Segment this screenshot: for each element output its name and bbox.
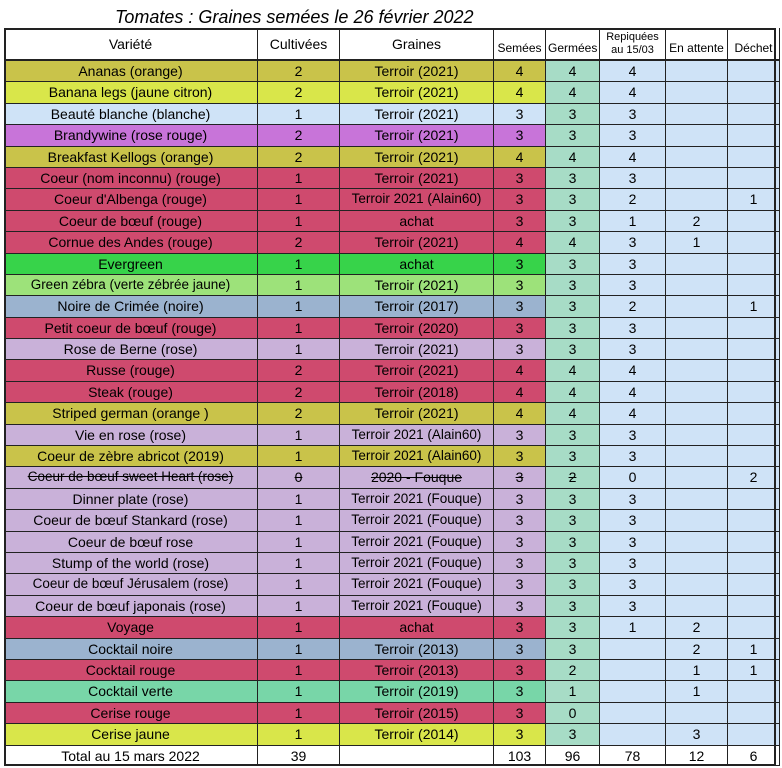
table-cell-germees[interactable]: 4 bbox=[546, 232, 600, 253]
table-cell-dechet[interactable] bbox=[728, 425, 780, 446]
table-cell-graines[interactable]: Terroir (2021) bbox=[340, 232, 494, 253]
table-cell-cultivees[interactable]: 1 bbox=[258, 596, 340, 617]
table-cell-dechet[interactable] bbox=[728, 703, 780, 724]
table-cell-cultivees[interactable]: 1 bbox=[258, 703, 340, 724]
table-cell-germees[interactable]: 3 bbox=[546, 510, 600, 531]
table-cell-dechet[interactable] bbox=[728, 360, 780, 381]
table-cell-cultivees[interactable]: 0 bbox=[258, 467, 340, 488]
table-cell-graines[interactable]: Terroir 2021 (Fouque) bbox=[340, 553, 494, 574]
table-cell-germees[interactable]: 1 bbox=[546, 681, 600, 702]
table-cell-dechet[interactable] bbox=[728, 318, 780, 339]
table-cell-dechet[interactable] bbox=[728, 724, 780, 745]
table-cell-graines[interactable]: Terroir (2021) bbox=[340, 125, 494, 146]
table-cell-cultivees[interactable]: 1 bbox=[258, 681, 340, 702]
table-cell-cultivees[interactable]: 1 bbox=[258, 574, 340, 595]
table-cell-cultivees[interactable]: 2 bbox=[258, 125, 340, 146]
table-cell-attente[interactable] bbox=[666, 254, 728, 275]
table-cell-repiquees[interactable]: 3 bbox=[600, 489, 666, 510]
table-cell-attente[interactable] bbox=[666, 574, 728, 595]
header-germees[interactable] bbox=[546, 28, 600, 61]
table-cell-variete[interactable]: Coeur de bœuf (rouge) bbox=[4, 211, 258, 232]
table-cell-cultivees[interactable]: 1 bbox=[258, 639, 340, 660]
table-cell-semees[interactable]: 3 bbox=[494, 125, 546, 146]
table-cell-repiquees[interactable]: 4 bbox=[600, 147, 666, 168]
table-cell-attente[interactable] bbox=[666, 446, 728, 467]
table-cell-semees[interactable]: 3 bbox=[494, 574, 546, 595]
table-cell-semees[interactable]: 3 bbox=[494, 596, 546, 617]
table-cell-graines[interactable]: Terroir 2021 (Alain60) bbox=[340, 425, 494, 446]
table-cell-cultivees[interactable]: 1 bbox=[258, 510, 340, 531]
table-cell-cultivees[interactable]: 2 bbox=[258, 61, 340, 82]
table-cell-graines[interactable]: Terroir (2021) bbox=[340, 339, 494, 360]
table-cell-germees[interactable]: 3 bbox=[546, 254, 600, 275]
header-dechet[interactable] bbox=[728, 28, 780, 61]
table-cell-semees[interactable]: 3 bbox=[494, 553, 546, 574]
table-cell-attente[interactable] bbox=[666, 296, 728, 317]
table-cell-semees[interactable]: 3 bbox=[494, 189, 546, 210]
table-cell-semees[interactable]: 3 bbox=[494, 489, 546, 510]
table-cell-semees[interactable]: 3 bbox=[494, 318, 546, 339]
table-cell-dechet[interactable] bbox=[728, 403, 780, 424]
table-cell-attente[interactable] bbox=[666, 382, 728, 403]
table-cell-repiquees[interactable] bbox=[600, 703, 666, 724]
table-cell-graines[interactable]: Terroir (2021) bbox=[340, 82, 494, 103]
table-cell-germees[interactable]: 3 bbox=[546, 339, 600, 360]
table-cell-cultivees[interactable]: 1 bbox=[258, 553, 340, 574]
table-cell-attente[interactable]: 1 bbox=[666, 660, 728, 681]
table-cell-attente[interactable]: 1 bbox=[666, 232, 728, 253]
table-cell-semees[interactable]: 3 bbox=[494, 339, 546, 360]
table-cell-germees[interactable]: 3 bbox=[546, 318, 600, 339]
total-cell-attente[interactable]: 12 bbox=[666, 746, 728, 766]
table-cell-dechet[interactable] bbox=[728, 489, 780, 510]
table-cell-graines[interactable]: Terroir (2019) bbox=[340, 681, 494, 702]
table-cell-germees[interactable]: 4 bbox=[546, 403, 600, 424]
table-cell-attente[interactable] bbox=[666, 125, 728, 146]
table-cell-variete[interactable]: Coeur de bœuf japonais (rose) bbox=[4, 596, 258, 617]
table-cell-germees[interactable]: 3 bbox=[546, 617, 600, 638]
table-cell-graines[interactable]: Terroir (2021) bbox=[340, 147, 494, 168]
table-cell-attente[interactable] bbox=[666, 596, 728, 617]
table-cell-attente[interactable]: 2 bbox=[666, 211, 728, 232]
table-cell-dechet[interactable]: 1 bbox=[728, 639, 780, 660]
table-cell-germees[interactable]: 3 bbox=[546, 104, 600, 125]
table-cell-variete[interactable]: Coeur de bœuf rose bbox=[4, 532, 258, 553]
table-cell-variete[interactable]: Vie en rose (rose) bbox=[4, 425, 258, 446]
table-cell-semees[interactable]: 3 bbox=[494, 296, 546, 317]
table-cell-attente[interactable] bbox=[666, 510, 728, 531]
header-dechet-label: Déchet bbox=[734, 41, 773, 55]
table-cell-attente[interactable] bbox=[666, 189, 728, 210]
header-variete[interactable]: Variété bbox=[4, 28, 258, 61]
table-cell-repiquees[interactable]: 3 bbox=[600, 339, 666, 360]
table-cell-graines[interactable]: Terroir (2013) bbox=[340, 660, 494, 681]
table-cell-attente[interactable] bbox=[666, 467, 728, 488]
table-cell-attente[interactable] bbox=[666, 168, 728, 189]
table-cell-attente[interactable] bbox=[666, 318, 728, 339]
table-cell-dechet[interactable] bbox=[728, 532, 780, 553]
table-cell-semees[interactable]: 3 bbox=[494, 681, 546, 702]
table-cell-repiquees[interactable]: 3 bbox=[600, 168, 666, 189]
table-cell-repiquees[interactable]: 3 bbox=[600, 232, 666, 253]
table-cell-semees[interactable]: 3 bbox=[494, 254, 546, 275]
table-cell-semees[interactable]: 4 bbox=[494, 232, 546, 253]
table-cell-variete[interactable]: Green zébra (verte zébrée jaune) bbox=[4, 275, 258, 296]
table-cell-repiquees[interactable]: 3 bbox=[600, 254, 666, 275]
table-cell-germees[interactable]: 3 bbox=[546, 489, 600, 510]
table-cell-repiquees[interactable]: 3 bbox=[600, 104, 666, 125]
table-cell-cultivees[interactable]: 1 bbox=[258, 275, 340, 296]
table-cell-attente[interactable] bbox=[666, 104, 728, 125]
table-cell-attente[interactable] bbox=[666, 425, 728, 446]
table-cell-semees[interactable]: 4 bbox=[494, 61, 546, 82]
table-cell-variete[interactable]: Coeur de bœuf Jérusalem (rose) bbox=[4, 574, 258, 595]
header-germees-label: Germées bbox=[548, 41, 598, 55]
table-cell-graines[interactable]: Terroir (2021) bbox=[340, 168, 494, 189]
table-cell-graines[interactable]: Terroir 2021 (Fouque) bbox=[340, 574, 494, 595]
table-cell-cultivees[interactable]: 1 bbox=[258, 425, 340, 446]
table-cell-germees[interactable]: 4 bbox=[546, 382, 600, 403]
table-cell-semees[interactable]: 4 bbox=[494, 403, 546, 424]
table-cell-cultivees[interactable]: 2 bbox=[258, 360, 340, 381]
header-repiquees[interactable] bbox=[600, 28, 666, 61]
header-attente[interactable] bbox=[666, 28, 728, 61]
table-cell-graines[interactable]: Terroir (2021) bbox=[340, 61, 494, 82]
table-cell-variete[interactable]: Rose de Berne (rose) bbox=[4, 339, 258, 360]
total-cell-semees[interactable]: 103 bbox=[494, 746, 546, 766]
table-cell-variete[interactable]: Dinner plate (rose) bbox=[4, 489, 258, 510]
header-semees-label: Semées bbox=[497, 41, 542, 55]
table-cell-attente[interactable] bbox=[666, 147, 728, 168]
table-cell-variete[interactable]: Cerise jaune bbox=[4, 724, 258, 745]
table-cell-germees[interactable]: 3 bbox=[546, 446, 600, 467]
table-cell-repiquees[interactable]: 4 bbox=[600, 82, 666, 103]
table-cell-graines[interactable]: Terroir (2015) bbox=[340, 703, 494, 724]
table-cell-cultivees[interactable]: 1 bbox=[258, 660, 340, 681]
table-cell-repiquees[interactable] bbox=[600, 724, 666, 745]
table-cell-attente[interactable]: 2 bbox=[666, 617, 728, 638]
table-cell-variete[interactable]: Petit coeur de bœuf (rouge) bbox=[4, 318, 258, 339]
table-cell-dechet[interactable] bbox=[728, 510, 780, 531]
table-cell-graines[interactable]: Terroir (2021) bbox=[340, 275, 494, 296]
table-cell-dechet[interactable] bbox=[728, 232, 780, 253]
table-cell-attente[interactable] bbox=[666, 532, 728, 553]
table-cell-semees[interactable]: 3 bbox=[494, 446, 546, 467]
table-cell-cultivees[interactable]: 1 bbox=[258, 104, 340, 125]
total-cell-graines[interactable] bbox=[340, 746, 494, 766]
table-cell-repiquees[interactable]: 1 bbox=[600, 617, 666, 638]
table-cell-semees[interactable]: 3 bbox=[494, 168, 546, 189]
table-cell-repiquees[interactable]: 0 bbox=[600, 467, 666, 488]
table-cell-cultivees[interactable]: 2 bbox=[258, 82, 340, 103]
table-cell-variete[interactable]: Banana legs (jaune citron) bbox=[4, 82, 258, 103]
header-attente-label: En attente bbox=[669, 41, 724, 55]
table-cell-repiquees[interactable]: 4 bbox=[600, 382, 666, 403]
table-cell-attente[interactable] bbox=[666, 703, 728, 724]
table-cell-graines[interactable]: Terroir (2014) bbox=[340, 724, 494, 745]
table-cell-cultivees[interactable]: 1 bbox=[258, 617, 340, 638]
table-cell-repiquees[interactable]: 3 bbox=[600, 532, 666, 553]
table-cell-variete[interactable]: Coeur d'Albenga (rouge) bbox=[4, 189, 258, 210]
table-cell-cultivees[interactable]: 1 bbox=[258, 318, 340, 339]
table-cell-cultivees[interactable]: 2 bbox=[258, 382, 340, 403]
total-cell-variete[interactable]: Total au 15 mars 2022 bbox=[4, 746, 258, 766]
table-cell-cultivees[interactable]: 1 bbox=[258, 189, 340, 210]
table-cell-dechet[interactable] bbox=[728, 104, 780, 125]
table-cell-variete[interactable]: Brandywine (rose rouge) bbox=[4, 125, 258, 146]
table-cell-dechet[interactable]: 1 bbox=[728, 660, 780, 681]
table-cell-attente[interactable] bbox=[666, 275, 728, 296]
table-cell-semees[interactable]: 3 bbox=[494, 703, 546, 724]
table-cell-repiquees[interactable]: 3 bbox=[600, 596, 666, 617]
table-cell-germees[interactable]: 0 bbox=[546, 703, 600, 724]
table-cell-germees[interactable]: 3 bbox=[546, 425, 600, 446]
table-cell-dechet[interactable] bbox=[728, 446, 780, 467]
table-cell-dechet[interactable] bbox=[728, 681, 780, 702]
table-cell-germees[interactable]: 3 bbox=[546, 275, 600, 296]
table-cell-semees[interactable]: 3 bbox=[494, 510, 546, 531]
table-cell-semees[interactable]: 3 bbox=[494, 617, 546, 638]
table-cell-semees[interactable]: 3 bbox=[494, 724, 546, 745]
table-cell-repiquees[interactable]: 4 bbox=[600, 360, 666, 381]
table-cell-dechet[interactable] bbox=[728, 147, 780, 168]
spreadsheet bbox=[4, 28, 776, 766]
total-cell-dechet[interactable]: 6 bbox=[728, 746, 780, 766]
table-cell-dechet[interactable]: 1 bbox=[728, 189, 780, 210]
table-cell-dechet[interactable] bbox=[728, 82, 780, 103]
table-cell-cultivees[interactable]: 2 bbox=[258, 232, 340, 253]
table-cell-variete[interactable]: Ananas (orange) bbox=[4, 61, 258, 82]
table-cell-attente[interactable] bbox=[666, 360, 728, 381]
table-cell-germees[interactable]: 3 bbox=[546, 724, 600, 745]
table-cell-variete[interactable]: Coeur (nom inconnu) (rouge) bbox=[4, 168, 258, 189]
table-cell-variete[interactable]: Coeur de zèbre abricot (2019) bbox=[4, 446, 258, 467]
table-cell-graines[interactable]: Terroir 2021 (Fouque) bbox=[340, 532, 494, 553]
table-cell-dechet[interactable] bbox=[728, 382, 780, 403]
table-cell-semees[interactable]: 3 bbox=[494, 211, 546, 232]
table-cell-dechet[interactable] bbox=[728, 339, 780, 360]
table-cell-variete[interactable]: Steak (rouge) bbox=[4, 382, 258, 403]
table-cell-attente[interactable] bbox=[666, 489, 728, 510]
table-cell-graines[interactable]: achat bbox=[340, 617, 494, 638]
table-cell-variete[interactable]: Cerise rouge bbox=[4, 703, 258, 724]
table-cell-germees[interactable]: 3 bbox=[546, 296, 600, 317]
table-cell-graines[interactable]: Terroir (2021) bbox=[340, 104, 494, 125]
table-cell-cultivees[interactable]: 1 bbox=[258, 254, 340, 275]
table-cell-graines[interactable]: achat bbox=[340, 254, 494, 275]
table-cell-graines[interactable]: Terroir 2021 (Alain60) bbox=[340, 189, 494, 210]
table-cell-dechet[interactable] bbox=[728, 61, 780, 82]
table-cell-graines[interactable]: Terroir 2021 (Fouque) bbox=[340, 510, 494, 531]
table-cell-dechet[interactable] bbox=[728, 596, 780, 617]
table-cell-cultivees[interactable]: 1 bbox=[258, 446, 340, 467]
table-cell-germees[interactable]: 2 bbox=[546, 660, 600, 681]
table-cell-semees[interactable]: 3 bbox=[494, 639, 546, 660]
table-cell-graines[interactable]: Terroir 2021 (Alain60) bbox=[340, 446, 494, 467]
header-semees[interactable] bbox=[494, 28, 546, 61]
table-cell-graines[interactable]: Terroir (2021) bbox=[340, 360, 494, 381]
table-cell-repiquees[interactable] bbox=[600, 660, 666, 681]
table-cell-attente[interactable]: 2 bbox=[666, 639, 728, 660]
table-cell-dechet[interactable] bbox=[728, 168, 780, 189]
table-cell-attente[interactable] bbox=[666, 82, 728, 103]
table-cell-graines[interactable]: Terroir (2020) bbox=[340, 318, 494, 339]
table-cell-variete[interactable]: Striped german (orange ) bbox=[4, 403, 258, 424]
table-cell-cultivees[interactable]: 1 bbox=[258, 724, 340, 745]
table-cell-variete[interactable]: Russe (rouge) bbox=[4, 360, 258, 381]
table-cell-semees[interactable]: 4 bbox=[494, 82, 546, 103]
table-cell-semees[interactable]: 4 bbox=[494, 382, 546, 403]
table-cell-variete[interactable]: Coeur de bœuf Stankard (rose) bbox=[4, 510, 258, 531]
sheet-title: Tomates : Graines semées le 26 février 2022 bbox=[115, 7, 474, 27]
table-cell-graines[interactable]: Terroir 2021 (Fouque) bbox=[340, 596, 494, 617]
table-cell-dechet[interactable] bbox=[728, 254, 780, 275]
table-cell-variete[interactable]: Cocktail rouge bbox=[4, 660, 258, 681]
table-cell-graines[interactable]: Terroir 2021 (Fouque) bbox=[340, 489, 494, 510]
header-repiquees-line1: Repiquées bbox=[606, 31, 659, 43]
table-cell-germees[interactable]: 2 bbox=[546, 467, 600, 488]
table-cell-germees[interactable]: 4 bbox=[546, 147, 600, 168]
table-cell-variete[interactable]: Stump of the world (rose) bbox=[4, 553, 258, 574]
table-cell-repiquees[interactable]: 4 bbox=[600, 403, 666, 424]
table-cell-semees[interactable]: 3 bbox=[494, 275, 546, 296]
table-cell-semees[interactable]: 4 bbox=[494, 360, 546, 381]
header-cultivees[interactable]: Cultivées bbox=[258, 28, 340, 61]
table-cell-graines[interactable]: Terroir (2021) bbox=[340, 403, 494, 424]
table-cell-dechet[interactable] bbox=[728, 553, 780, 574]
table-cell-germees[interactable]: 3 bbox=[546, 168, 600, 189]
table-cell-cultivees[interactable]: 1 bbox=[258, 168, 340, 189]
header-repiquees-line2: au 15/03 bbox=[611, 44, 654, 56]
table-cell-variete[interactable]: Cornue des Andes (rouge) bbox=[4, 232, 258, 253]
table-cell-variete[interactable]: Voyage bbox=[4, 617, 258, 638]
table-cell-variete[interactable]: Evergreen bbox=[4, 254, 258, 275]
table-cell-semees[interactable]: 3 bbox=[494, 532, 546, 553]
table-cell-germees[interactable]: 3 bbox=[546, 125, 600, 146]
table-cell-germees[interactable]: 4 bbox=[546, 82, 600, 103]
table-cell-dechet[interactable]: 1 bbox=[728, 296, 780, 317]
table-cell-germees[interactable]: 4 bbox=[546, 360, 600, 381]
table-cell-repiquees[interactable]: 4 bbox=[600, 61, 666, 82]
table-cell-cultivees[interactable]: 1 bbox=[258, 211, 340, 232]
table-cell-germees[interactable]: 3 bbox=[546, 574, 600, 595]
table-cell-semees[interactable]: 3 bbox=[494, 104, 546, 125]
table-cell-dechet[interactable] bbox=[728, 574, 780, 595]
table-cell-variete[interactable]: Cocktail verte bbox=[4, 681, 258, 702]
total-cell-cultivees[interactable]: 39 bbox=[258, 746, 340, 766]
table-cell-graines[interactable]: achat bbox=[340, 211, 494, 232]
table-cell-repiquees[interactable]: 1 bbox=[600, 211, 666, 232]
table-cell-semees[interactable]: 4 bbox=[494, 147, 546, 168]
table-cell-cultivees[interactable]: 2 bbox=[258, 403, 340, 424]
table-cell-semees[interactable]: 3 bbox=[494, 425, 546, 446]
table-cell-attente[interactable] bbox=[666, 553, 728, 574]
table-cell-dechet[interactable] bbox=[728, 125, 780, 146]
table-cell-graines[interactable]: Terroir (2017) bbox=[340, 296, 494, 317]
table-cell-germees[interactable]: 3 bbox=[546, 189, 600, 210]
table-cell-repiquees[interactable]: 3 bbox=[600, 553, 666, 574]
table-cell-dechet[interactable] bbox=[728, 617, 780, 638]
table-cell-repiquees[interactable]: 3 bbox=[600, 125, 666, 146]
table-cell-semees[interactable]: 3 bbox=[494, 660, 546, 681]
table-cell-repiquees[interactable]: 2 bbox=[600, 189, 666, 210]
table-cell-germees[interactable]: 4 bbox=[546, 61, 600, 82]
table-cell-graines[interactable]: 2020 - Fouque bbox=[340, 467, 494, 488]
table-cell-cultivees[interactable]: 1 bbox=[258, 532, 340, 553]
table-cell-repiquees[interactable]: 3 bbox=[600, 446, 666, 467]
table-cell-variete[interactable]: Beauté blanche (blanche) bbox=[4, 104, 258, 125]
table-cell-repiquees[interactable]: 3 bbox=[600, 425, 666, 446]
table-cell-dechet[interactable]: 2 bbox=[728, 467, 780, 488]
total-cell-germees[interactable]: 96 bbox=[546, 746, 600, 766]
header-graines[interactable]: Graines bbox=[340, 28, 494, 61]
table-cell-variete[interactable]: Noire de Crimée (noire) bbox=[4, 296, 258, 317]
table-cell-repiquees[interactable] bbox=[600, 639, 666, 660]
total-cell-repiquees[interactable]: 78 bbox=[600, 746, 666, 766]
table-cell-attente[interactable] bbox=[666, 403, 728, 424]
table-cell-dechet[interactable] bbox=[728, 275, 780, 296]
table-cell-cultivees[interactable]: 2 bbox=[258, 147, 340, 168]
seed-table bbox=[4, 28, 776, 766]
table-cell-dechet[interactable] bbox=[728, 211, 780, 232]
table-cell-cultivees[interactable]: 1 bbox=[258, 296, 340, 317]
table-cell-graines[interactable]: Terroir (2018) bbox=[340, 382, 494, 403]
table-cell-germees[interactable]: 3 bbox=[546, 211, 600, 232]
table-cell-repiquees[interactable]: 2 bbox=[600, 296, 666, 317]
table-cell-attente[interactable] bbox=[666, 61, 728, 82]
table-cell-germees[interactable]: 3 bbox=[546, 532, 600, 553]
table-cell-cultivees[interactable]: 1 bbox=[258, 339, 340, 360]
table-cell-repiquees[interactable]: 3 bbox=[600, 510, 666, 531]
table-cell-attente[interactable] bbox=[666, 339, 728, 360]
table-cell-repiquees[interactable]: 3 bbox=[600, 574, 666, 595]
table-cell-repiquees[interactable]: 3 bbox=[600, 318, 666, 339]
table-cell-germees[interactable]: 3 bbox=[546, 596, 600, 617]
table-cell-germees[interactable]: 3 bbox=[546, 639, 600, 660]
table-cell-graines[interactable]: Terroir (2013) bbox=[340, 639, 494, 660]
table-cell-repiquees[interactable]: 3 bbox=[600, 275, 666, 296]
table-cell-semees[interactable]: 3 bbox=[494, 467, 546, 488]
table-cell-cultivees[interactable]: 1 bbox=[258, 489, 340, 510]
table-cell-variete[interactable]: Cocktail noire bbox=[4, 639, 258, 660]
table-cell-germees[interactable]: 3 bbox=[546, 553, 600, 574]
table-cell-attente[interactable]: 1 bbox=[666, 681, 728, 702]
table-cell-variete[interactable]: Breakfast Kellogs (orange) bbox=[4, 147, 258, 168]
table-cell-variete[interactable]: Coeur de bœuf sweet Heart (rose) bbox=[4, 467, 258, 488]
table-cell-attente[interactable]: 3 bbox=[666, 724, 728, 745]
table-cell-repiquees[interactable] bbox=[600, 681, 666, 702]
